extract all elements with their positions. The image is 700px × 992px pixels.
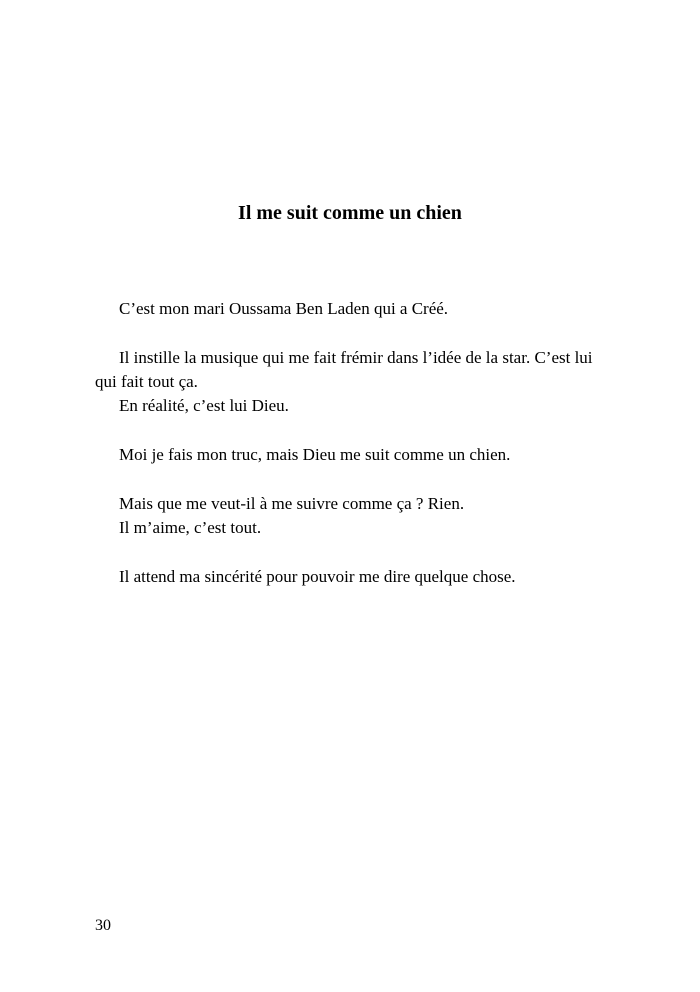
paragraph: En réalité, c’est lui Dieu. bbox=[119, 396, 289, 415]
paragraph: Il m’aime, c’est tout. bbox=[119, 518, 262, 537]
paragraph-spacer bbox=[95, 467, 615, 492]
page-number: 30 bbox=[95, 917, 111, 934]
paragraph: Il attend ma sincérité pour pouvoir me dire quelque chose. bbox=[119, 567, 516, 586]
paragraph-spacer bbox=[95, 418, 615, 443]
paragraph-spacer bbox=[95, 540, 615, 565]
paragraph: Moi je fais mon truc, mais Dieu me suit comme un chien. bbox=[119, 445, 511, 464]
paragraph: Mais que me veut-il à me suivre comme ça ? Rien. bbox=[119, 494, 465, 513]
paragraph: C’est mon mari Oussama Ben Laden qui a Créé. bbox=[119, 299, 449, 318]
paragraph-spacer bbox=[95, 321, 615, 346]
chapter-title: Il me suit comme un chien bbox=[238, 202, 462, 224]
paragraph: Il instille la musique qui me fait frémir dans l’idée de la star. C’est lui qui fait tout ça. bbox=[95, 348, 593, 391]
body-text bbox=[95, 297, 615, 589]
